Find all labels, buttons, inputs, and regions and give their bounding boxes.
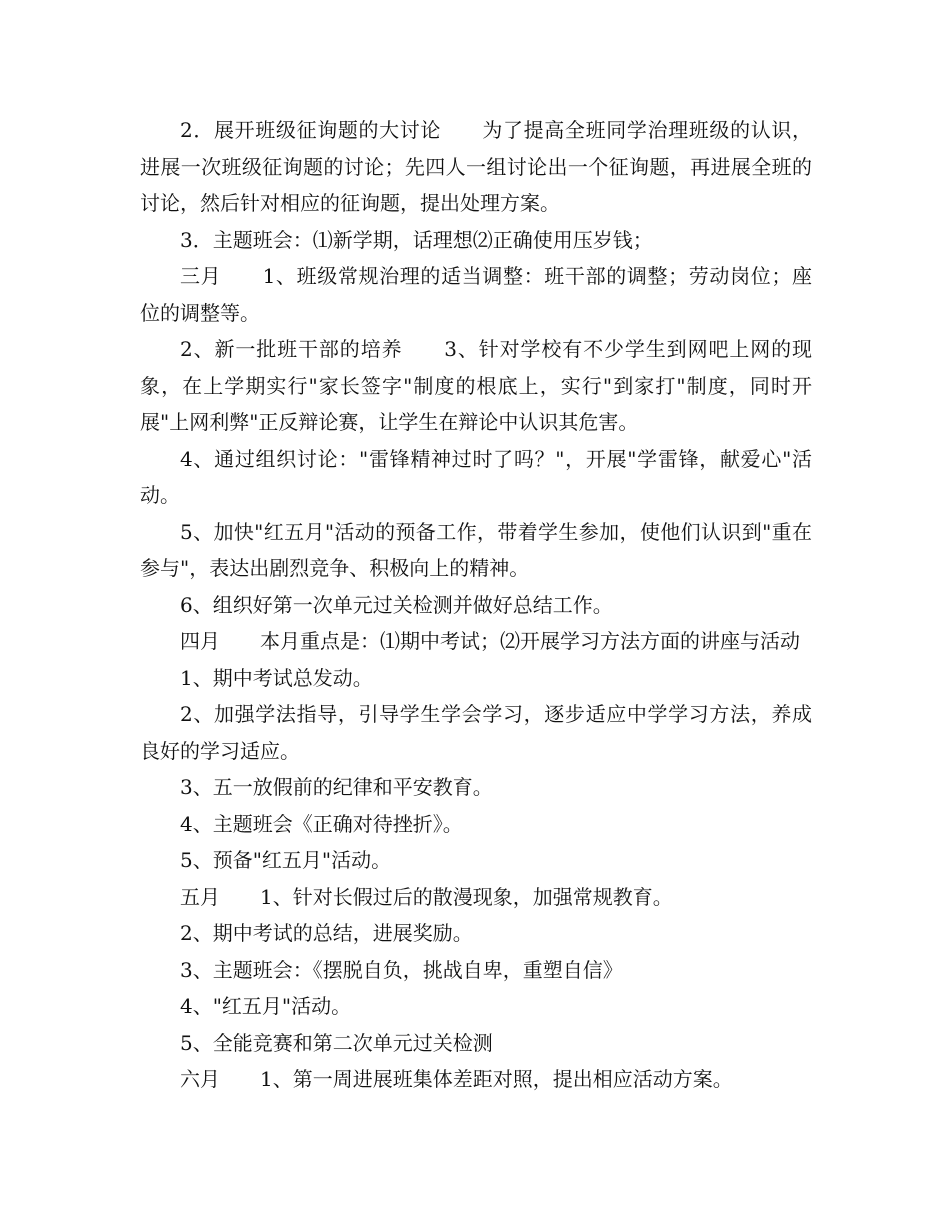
paragraph-march-item-4: 4、通过组织讨论："雷锋精神过时了吗？"，开展"学雷锋，献爱心"活动。 bbox=[140, 446, 812, 507]
paragraph-april-item-1: 1、期中考试总发动。 bbox=[180, 665, 373, 690]
paragraph-april-item-4: 4、主题班会《正确对待挫折》。 bbox=[180, 811, 463, 836]
paragraph-april-item-2: 2、加强学法指导，引导学生学会学习，逐步适应中学学习方法，养成良好的学习适应。 bbox=[140, 702, 812, 763]
paragraph-may-item-2: 2、期中考试的总结，进展奖励。 bbox=[180, 921, 473, 945]
paragraph-may-item-5: 5、全能竞赛和第二次单元过关检测 bbox=[180, 1030, 493, 1055]
paragraph-may-item-4: 4、"红五月"活动。 bbox=[180, 994, 352, 1018]
paragraph-june-item-1: 六月 1、第一周进展班集体差距对照，提出相应活动方案。 bbox=[180, 1067, 733, 1091]
paragraph-march-item-5: 5、加快"红五月"活动的预备工作，带着学生参加，使他们认识到"重在参与"，表达出剧烈竞争、积极向上的精神。 bbox=[140, 519, 812, 580]
paragraph-discussion: 2．展开班级征询题的大讨论 为了提高全班同学治理班级的认识，进展一次班级征询题的讨论；先四人一组讨论出一个征询题，再进展全班的讨论，然后针对相应的征询题，提出处理方案。 bbox=[140, 118, 812, 215]
paragraph-march-item-1: 三月 1、班级常规治理的适当调整：班干部的调整；劳动岗位；座位的调整等。 bbox=[140, 264, 812, 325]
document-body bbox=[140, 112, 812, 1098]
paragraph-theme-meeting: 3．主题班会：⑴新学期，话理想⑵正确使用压岁钱； bbox=[180, 227, 653, 252]
paragraph-april-item-3: 3、五一放假前的纪律和平安教育。 bbox=[180, 775, 493, 799]
paragraph-april-focus: 四月 本月重点是：⑴期中考试；⑵开展学习方法方面的讲座与活动 bbox=[180, 629, 800, 653]
paragraph-march-item-2-3: 2、新一批班干部的培养 3、针对学校有不少学生到网吧上网的现象，在上学期实行"家长签字"制度的根底上，实行"到家打"制度，同时开展"上网利弊"正反辩论赛，让学生在辩论中认识其危害。 bbox=[140, 337, 812, 434]
paragraph-april-item-5: 5、预备"红五月"活动。 bbox=[180, 848, 392, 872]
paragraph-may-item-3: 3、主题班会：《摆脱自负，挑战自卑，重塑自信》 bbox=[180, 957, 623, 982]
paragraph-march-item-6: 6、组织好第一次单元过关检测并做好总结工作。 bbox=[180, 592, 613, 617]
paragraph-may-item-1: 五月 1、针对长假过后的散漫现象，加强常规教育。 bbox=[180, 884, 673, 909]
